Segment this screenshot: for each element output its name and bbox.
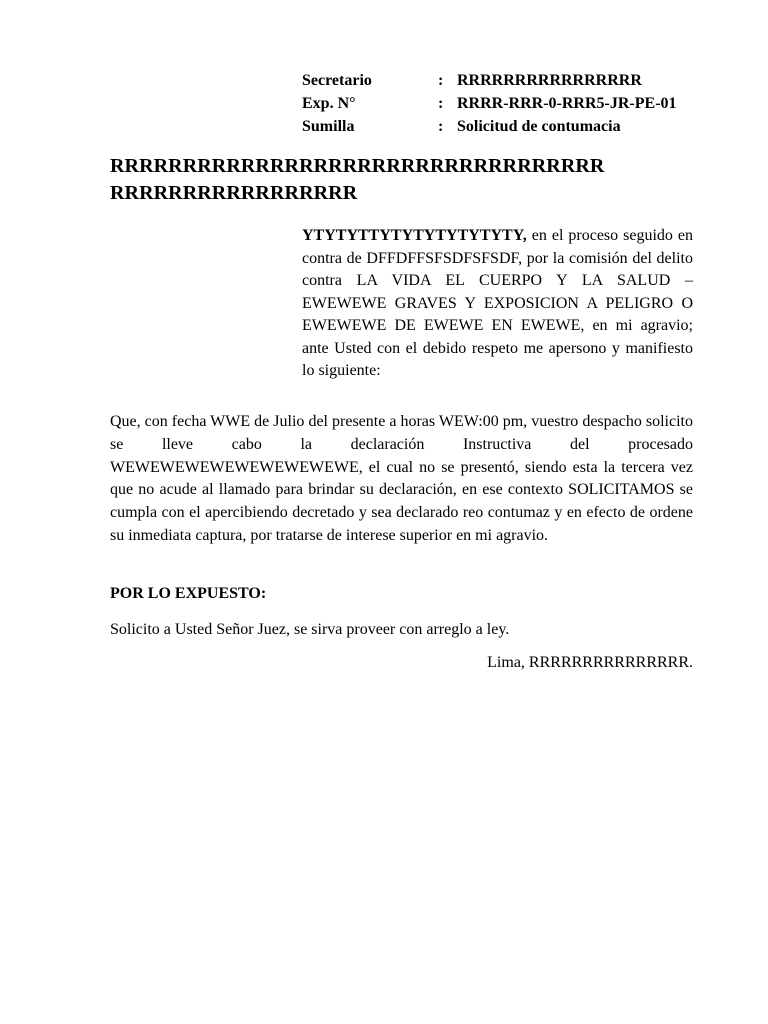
- header-value: RRRR-RRR-0-RRR5-JR-PE-01: [457, 95, 677, 112]
- petitioner-name: YTYTYTTYTYTYTYTYTYTY,: [302, 227, 527, 244]
- closing-heading: POR LO EXPUESTO:: [110, 585, 267, 602]
- intro-paragraph: [302, 225, 693, 383]
- header-row-sumilla: [302, 115, 677, 138]
- addressee-heading: [110, 153, 710, 207]
- addressee-line-2: RRRRRRRRRRRRRRRRR: [110, 182, 358, 204]
- header-label: Secretario: [302, 72, 372, 89]
- header-row-expediente: [302, 92, 677, 115]
- addressee-line-1: RRRRRRRRRRRRRRRRRRRRRRRRRRRRRRRRRR: [110, 155, 605, 177]
- intro-text: en el proceso seguido en contra de DFFDFFSFSDFSFSDF, por la comisión del delito contra LA VIDA EL CUERPO Y LA SALUD – EWEWEWE GRAVES Y EXPOSICION A PELIGRO O EWEWEWE DE EWEWE EN EWEWE, en mi agravio; ante Usted con el debido respeto me apersono y manifiesto lo siguiente:: [302, 227, 693, 379]
- header-value: Solicitud de contumacia: [457, 118, 621, 135]
- case-header: [302, 69, 677, 138]
- header-colon: :: [438, 95, 444, 112]
- header-row-secretario: [302, 69, 677, 92]
- closing-request: Solicito a Usted Señor Juez, se sirva proveer con arreglo a ley.: [110, 621, 510, 638]
- header-value: RRRRRRRRRRRRRRRR: [457, 72, 642, 89]
- header-colon: :: [438, 72, 444, 89]
- header-colon: :: [438, 118, 444, 135]
- header-label: Exp. N°: [302, 95, 356, 112]
- body-paragraph: Que, con fecha WWE de Julio del presente a horas WEW:00 pm, vuestro despacho solicito se lleve cabo la declaración Instructiva del procesado WEWEWEWEWEWEWEWEWEWE, el cual no se presentó, siendo esta la tercera vez que no acude al llamado para brindar su declaración, en ese contexto SOLICITAMOS se cumpla con el apercibiendo decretado y sea declarado reo contumaz y en efecto de ordene su inmediata captura, por tratarse de interese superior en mi agravio.: [110, 413, 693, 544]
- header-label: Sumilla: [302, 118, 355, 135]
- place-date: Lima, RRRRRRRRRRRRRRR.: [487, 654, 693, 671]
